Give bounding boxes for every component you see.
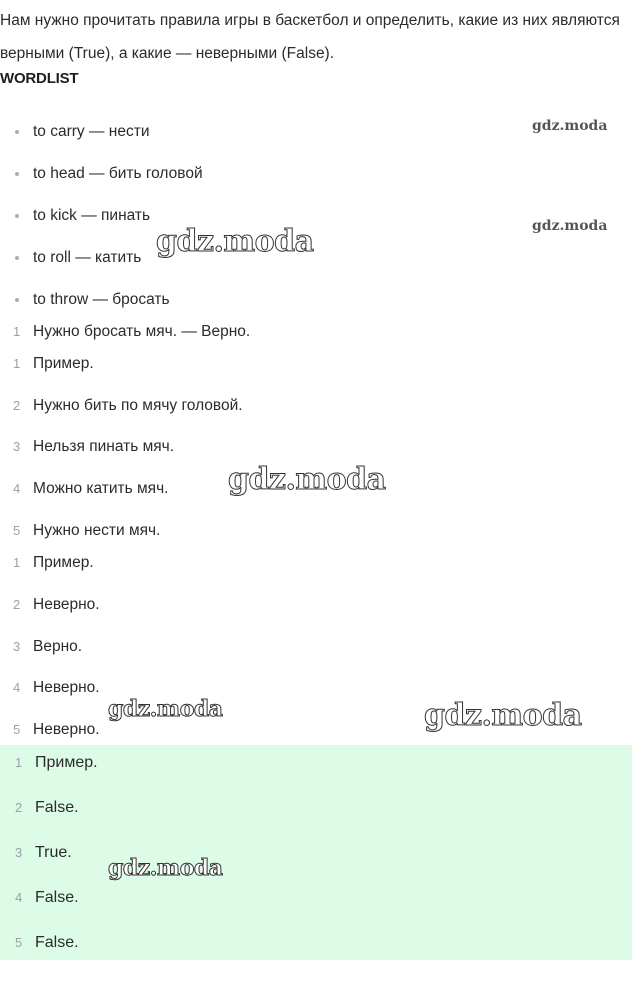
item-number: 2 xyxy=(15,800,23,815)
answer-text: False. xyxy=(35,799,79,816)
rule-text: Нельзя пинать мяч. xyxy=(33,438,175,455)
translation-text: Верно. xyxy=(33,638,83,655)
item-number: 3 xyxy=(15,845,23,860)
item-number: 4 xyxy=(13,680,21,695)
rule-text: Пример. xyxy=(33,355,94,372)
watermark: gdz.moda xyxy=(424,698,582,733)
answer-text: False. xyxy=(35,934,79,951)
watermark: gdz.moda xyxy=(108,696,223,722)
item-number: 1 xyxy=(13,324,21,339)
wordlist-entry: to roll — катить xyxy=(33,249,142,266)
item-number: 1 xyxy=(13,356,21,371)
item-number: 1 xyxy=(15,755,23,770)
item-number: 2 xyxy=(13,398,21,413)
wordlist-entry: to throw — бросать xyxy=(33,291,170,308)
translation-text: Неверно. xyxy=(33,679,100,696)
item-number: 5 xyxy=(13,722,21,737)
item-number: 1 xyxy=(13,555,21,570)
answer-block xyxy=(0,745,632,960)
answer-text: Пример. xyxy=(35,754,98,771)
answer-text: False. xyxy=(35,889,79,906)
wordlist-entry: to head — бить головой xyxy=(33,165,203,182)
task-description: Нам нужно прочитать правила игры в баскетбол и определить, какие из них являются верными (True), а какие — неверными (False). xyxy=(0,12,620,62)
watermark: gdz.moda xyxy=(228,462,386,497)
item-number: 4 xyxy=(13,481,21,496)
bullet-icon xyxy=(15,130,19,134)
item-number: 4 xyxy=(15,890,23,905)
rule-text: Нужно бросать мяч. — Верно. xyxy=(33,323,251,340)
translation-text: Неверно. xyxy=(33,721,100,738)
bullet-icon xyxy=(15,172,19,176)
rule-text: Можно катить мяч. xyxy=(33,480,169,497)
item-number: 3 xyxy=(13,439,21,454)
item-number: 3 xyxy=(13,639,21,654)
watermark: gdz.moda xyxy=(156,224,314,259)
watermark: gdz.moda xyxy=(532,218,608,234)
translation-text: Пример. xyxy=(33,554,94,571)
watermark: gdz.moda xyxy=(108,855,223,881)
answer-text: True. xyxy=(35,844,72,861)
translation-text: Неверно. xyxy=(33,596,100,613)
wordlist-entry: to kick — пинать xyxy=(33,207,151,224)
wordlist-heading: WORDLIST xyxy=(0,70,79,87)
bullet-icon xyxy=(15,298,19,302)
item-number: 2 xyxy=(13,597,21,612)
rule-text: Нужно нести мяч. xyxy=(33,522,161,539)
item-number: 5 xyxy=(15,935,23,950)
bullet-icon xyxy=(15,256,19,260)
wordlist-entry: to carry — нести xyxy=(33,123,150,140)
item-number: 5 xyxy=(13,523,21,538)
watermark: gdz.moda xyxy=(532,118,608,134)
bullet-icon xyxy=(15,214,19,218)
rule-text: Нужно бить по мячу головой. xyxy=(33,397,243,414)
